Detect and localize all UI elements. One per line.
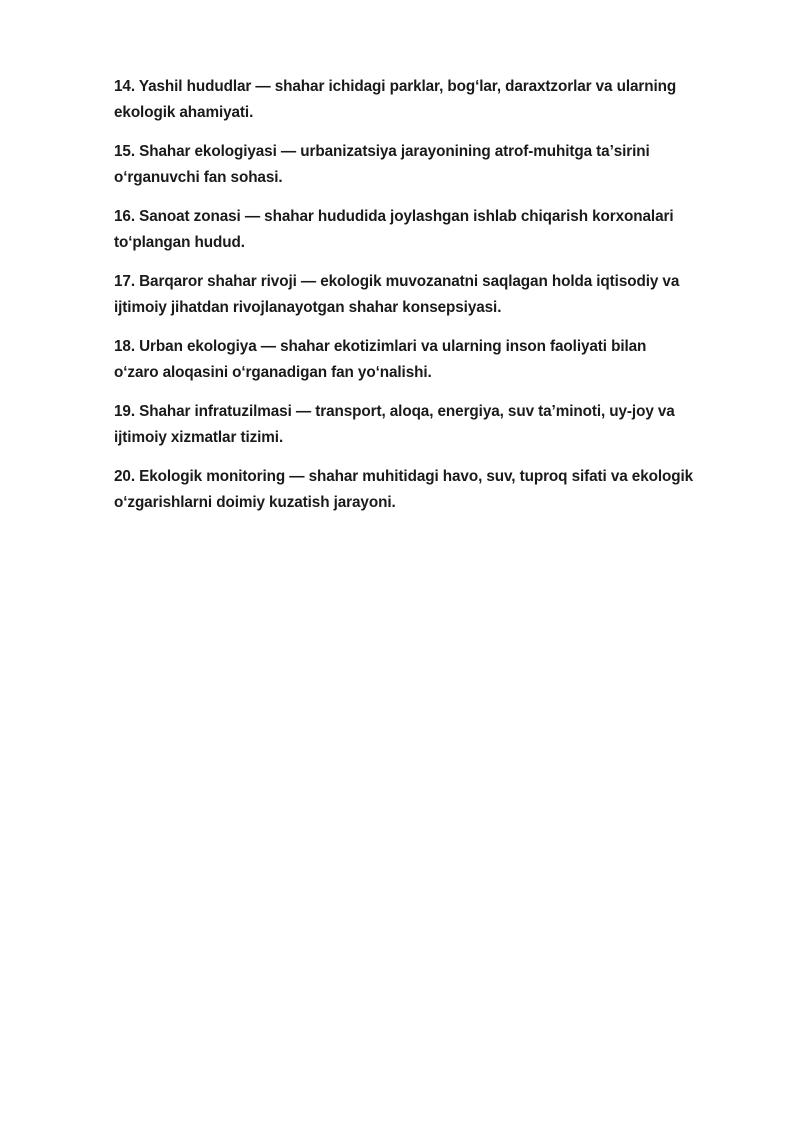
- term-entry-20: [114, 464, 754, 516]
- term-text-line: 20. Ekologik monitoring — shahar muhitidagi havo, suv, tuproq sifati va ekologik: [114, 468, 694, 485]
- term-text-line: ijtimoiy xizmatlar tizimi.: [114, 429, 284, 446]
- term-text-line: oʻzgarishlarni doimiy kuzatish jarayoni.: [114, 494, 396, 511]
- term-text-line: toʻplangan hudud.: [114, 234, 245, 251]
- term-entry-14: [114, 74, 754, 126]
- term-text-line: oʻzaro aloqasini oʻrganadigan fan yoʻnalishi.: [114, 364, 432, 381]
- term-text-line: ijtimoiy jihatdan rivojlanayotgan shahar konsepsiyasi.: [114, 299, 502, 316]
- term-text-line: ekologik ahamiyati.: [114, 104, 254, 121]
- term-entry-16: [114, 204, 754, 256]
- term-entry-15: [114, 139, 754, 191]
- term-text-line: 19. Shahar infratuzilmasi — transport, aloqa, energiya, suv taʼminoti, uy-joy va: [114, 403, 675, 420]
- term-entry-19: [114, 399, 754, 451]
- term-text-line: 15. Shahar ekologiyasi — urbanizatsiya jarayonining atrof-muhitga taʼsirini: [114, 143, 650, 160]
- term-text-line: 18. Urban ekologiya — shahar ekotizimlari va ularning inson faoliyati bilan: [114, 338, 647, 355]
- term-entry-17: [114, 269, 754, 321]
- term-text-line: 14. Yashil hududlar — shahar ichidagi parklar, bogʻlar, daraxtzorlar va ularning: [114, 78, 677, 95]
- term-entry-18: [114, 334, 754, 386]
- term-text-line: 16. Sanoat zonasi — shahar hududida joylashgan ishlab chiqarish korxonalari: [114, 208, 674, 225]
- terms-list: [114, 74, 754, 529]
- term-text-line: 17. Barqaror shahar rivoji — ekologik muvozanatni saqlagan holda iqtisodiy va: [114, 273, 680, 290]
- term-text-line: oʻrganuvchi fan sohasi.: [114, 169, 283, 186]
